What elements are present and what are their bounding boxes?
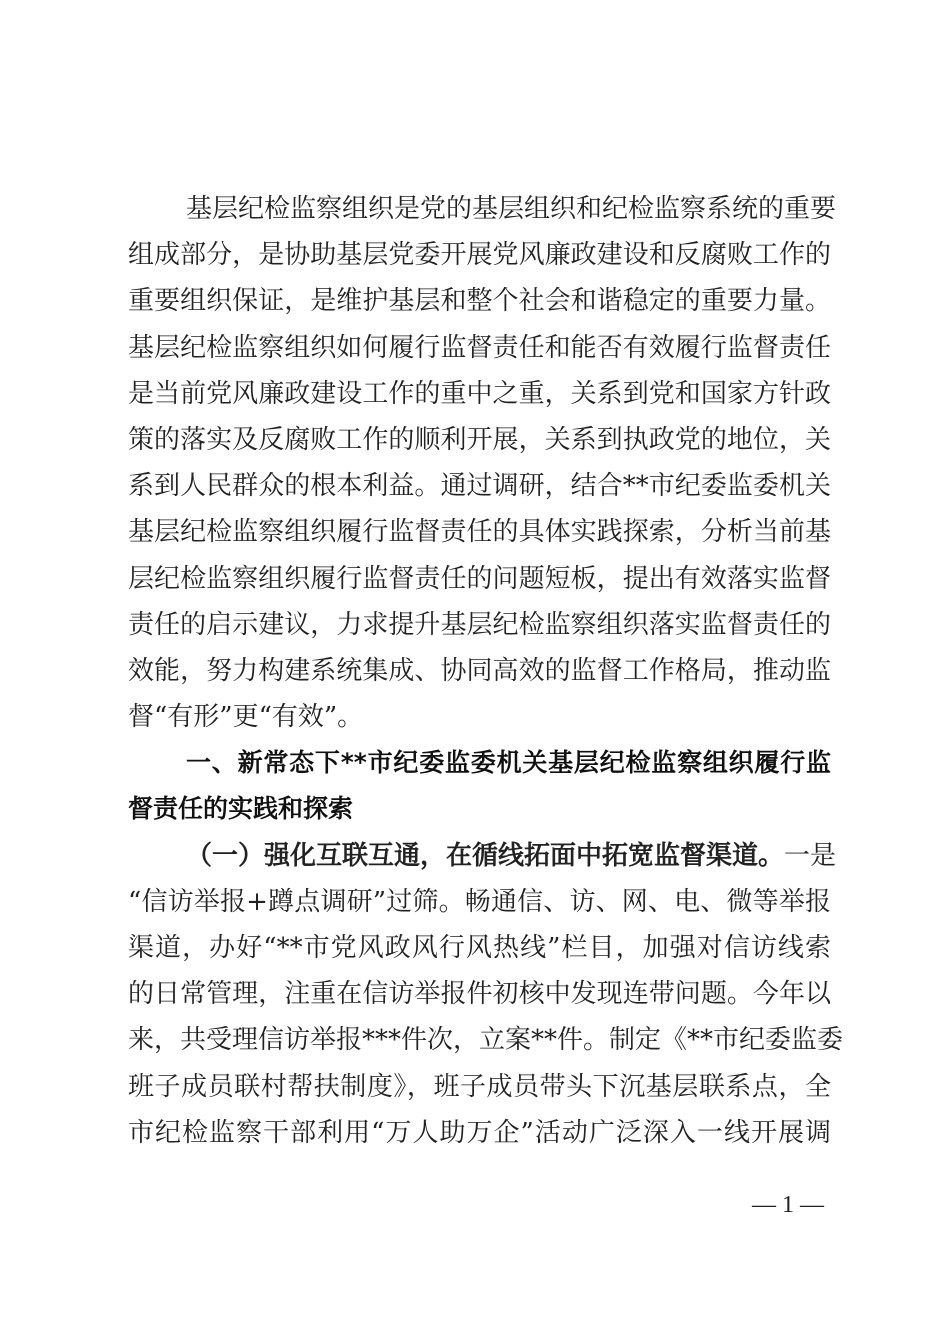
text-line: 系到人民群众的根本利益。通过调研，结合**市纪委监委机关 [128,471,831,502]
text-line: 的日常管理，注重在信访举报件初核中发现连带问题。今年以 [128,979,831,1010]
subsection-title: （一）强化互联互通，在循线拓面中拓宽监督渠道。 [186,840,785,871]
subsection-lead: 一是 [784,840,837,871]
text-line: 基层纪检监察组织履行监督责任的具体实践探索，分析当前基 [128,517,831,548]
text-line: 督“有形”更“有效”。 [128,702,364,733]
document-body [128,186,844,1156]
text-line: “信访举报+蹲点调研”过筛。畅通信、访、网、电、微等举报 [128,886,831,917]
text-line: 一、新常态下**市纪委监委机关基层纪检监察组织履行监 [186,748,831,778]
text-line: 重要组织保证，是维护基层和整个社会和谐稳定的重要力量。 [128,286,831,317]
subsection-first-line [128,833,837,879]
text-line: 层纪检监察组织履行监督责任的问题短板，提出有效落实监督 [128,563,831,594]
text-line: 责任的启示建议，力求提升基层纪检监察组织落实监督责任的 [128,609,831,640]
text-line: 基层纪检监察组织如何履行监督责任和能否有效履行监督责任 [128,332,831,363]
section-heading [128,740,831,832]
text-line: 班子成员联村帮扶制度》，班子成员带头下沉基层联系点，全 [128,1071,831,1102]
text-line: 是当前党风廉政建设工作的重中之重，关系到党和国家方针政 [128,378,831,409]
text-line: 来，共受理信访举报***件次，立案**件。制定《**市纪委监委 [128,1025,844,1056]
intro-paragraph [128,186,837,740]
text-line: 策的落实及反腐败工作的顺利开展，关系到执政党的地位，关 [128,424,831,455]
text-line: 效能，努力构建系统集成、协同高效的监督工作格局，推动监 [128,655,831,686]
text-line: 基层纪检监察组织是党的基层组织和纪检监察系统的重要 [186,194,837,224]
page-number: — 1 — [752,1192,824,1218]
text-line: 督责任的实践和探索 [128,794,354,824]
text-line: 渠道，办好“**市党风政风行风热线”栏目，加强对信访线索 [128,933,831,963]
text-line: 组成部分，是协助基层党委开展党风廉政建设和反腐败工作的 [128,240,831,271]
text-line: 市纪检监察干部利用“万人助万企”活动广泛深入一线开展调 [128,1117,831,1148]
subsection-paragraph [128,833,844,1156]
